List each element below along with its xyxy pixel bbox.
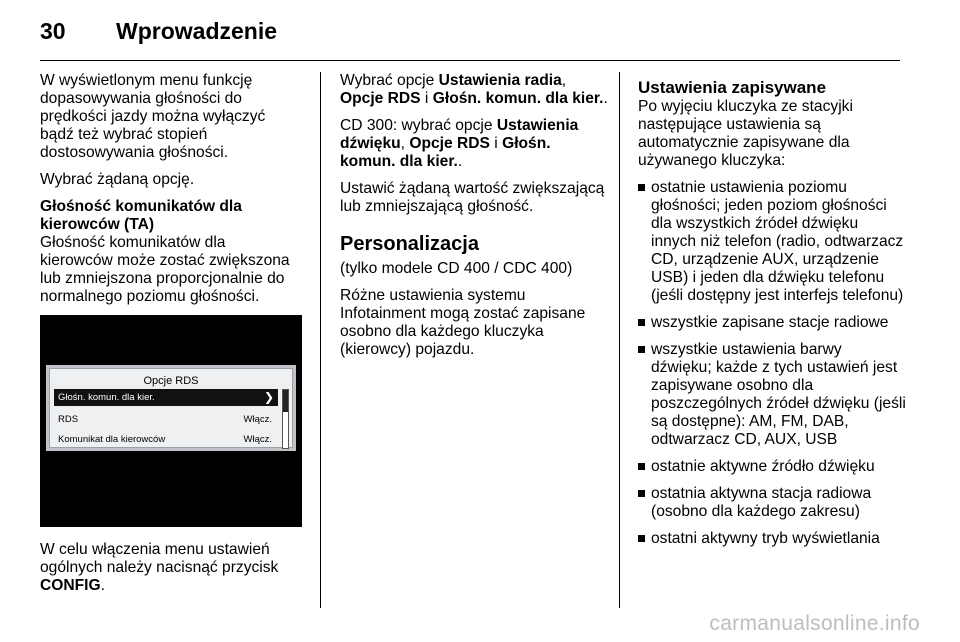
text: . [603,90,608,107]
column-2 [340,72,608,368]
page-number: 30 [40,18,66,44]
select-option-paragraph: Wybrać żądaną opcję. [40,171,195,188]
set-value-paragraph: Ustawić żądaną wartość zwiększającą lub zmniejszającą głośność. [340,180,605,215]
menu-item-label: Głośn. komun. dla kier. [58,392,155,403]
menu-item-value: Włącz. [243,434,272,445]
list-item: wszystkie zapisane stacje radiowe [638,314,906,332]
text: , [561,72,567,89]
chapter-title: Wprowadzenie [116,18,278,44]
text: i [420,90,433,107]
models-note: (tylko modele CD 400 / CDC 400) [340,260,573,277]
scrollbar-thumb[interactable] [283,390,288,412]
menu-item-label: Komunikat dla kierowców [58,434,166,445]
list-item: wszystkie ustawienia barwy dźwięku; każde z tych ustawień jest zapisywane osobno dla poszczególnych źródeł dźwięku (jeśli są dostępne): AM, FM, DAB, odtwarzacz CD, AUX, USB [638,341,906,449]
menu-item-traffic-announcement[interactable] [54,431,278,448]
column-divider-2 [619,72,620,608]
menu-ref-traffic-volume: Głośn. komun. dla kier. [340,135,551,170]
ta-heading: Głośność komunikatów dla kierowców (TA) [40,198,242,233]
config-text: W celu włączenia menu ustawień ogólnych należy nacisnąć przycisk [40,541,279,576]
select-radio-options-paragraph [340,72,608,108]
saved-settings-heading: Ustawienia zapisywane [638,78,827,97]
saved-settings-intro: Po wyjęciu kluczyka ze stacyjki następujące ustawienia są automatycznie zapisywane dla używanego kluczyka: [638,98,853,169]
ta-paragraph: Głośność komunikatów dla kierowców może zostać zwiększona lub zmniejszona proporcjonalnie do normalnego poziomu głośności. [40,234,290,305]
text: , [400,135,410,152]
menu-item-label: RDS [58,414,79,425]
intro-paragraph: W wyświetlonym menu funkcję dopasowywania głośności do prędkości jazdy można wyłączyć bądź też wybrać stopień dostosowywania głośności. [40,72,266,161]
screen-scrollbar[interactable] [282,389,289,449]
text: CD 300: wybrać opcje [340,117,497,134]
menu-ref-radio-settings: Ustawienia radia [438,72,562,89]
text: Wybrać opcje [340,72,439,89]
list-item: ostatnie aktywne źródło dźwięku [638,458,906,476]
menu-ref-rds-options: Opcje RDS [409,135,490,152]
config-paragraph [40,541,302,595]
menu-item-value: Włącz. [243,414,272,425]
cd300-paragraph [340,117,608,171]
menu-item-rds[interactable] [54,411,278,428]
list-item: ostatni aktywny tryb wyświetlania [638,530,906,548]
menu-ref-rds-options: Opcje RDS [340,90,421,107]
config-button-label: CONFIG [40,577,101,594]
menu-ref-traffic-volume: Głośn. komun. dla kier. [432,90,604,107]
screen-panel [49,368,293,448]
watermark: carmanualsonline.info [709,612,920,635]
config-period: . [100,577,105,594]
chevron-right-icon: ❯ [263,390,274,404]
column-3 [638,72,906,557]
rds-options-screen [40,315,302,527]
column-1 [40,72,302,604]
page-header [40,18,900,48]
screen-title: Opcje RDS [143,375,199,387]
menu-ref-sound-settings: Ustawienia dźwięku [340,117,579,152]
column-divider-1 [320,72,321,608]
text: . [457,153,463,170]
header-rule [40,60,900,61]
list-item: ostatnia aktywna stacja radiowa (osobno dla każdego zakresu) [638,485,906,521]
personalization-paragraph: Różne ustawienia systemu Infotainment mogą zostać zapisane osobno dla każdego kluczyka (kierowcy) pojazdu. [340,287,586,358]
saved-settings-list [638,179,906,548]
menu-item-traffic-volume[interactable] [54,389,278,406]
section-title-personalization: Personalizacja [340,233,479,255]
text: i [489,135,503,152]
list-item: ostatnie ustawienia poziomu głośności; jeden poziom głośności dla wszystkich źródeł dźwięku innych niż telefon (radio, odtwarzacz CD, urządzenie AUX, urządzenie USB) i jeden dla dźwięku telefonu (jeśli dostępny jest interfejs telefonu) [638,179,906,305]
screen-frame [46,365,296,451]
